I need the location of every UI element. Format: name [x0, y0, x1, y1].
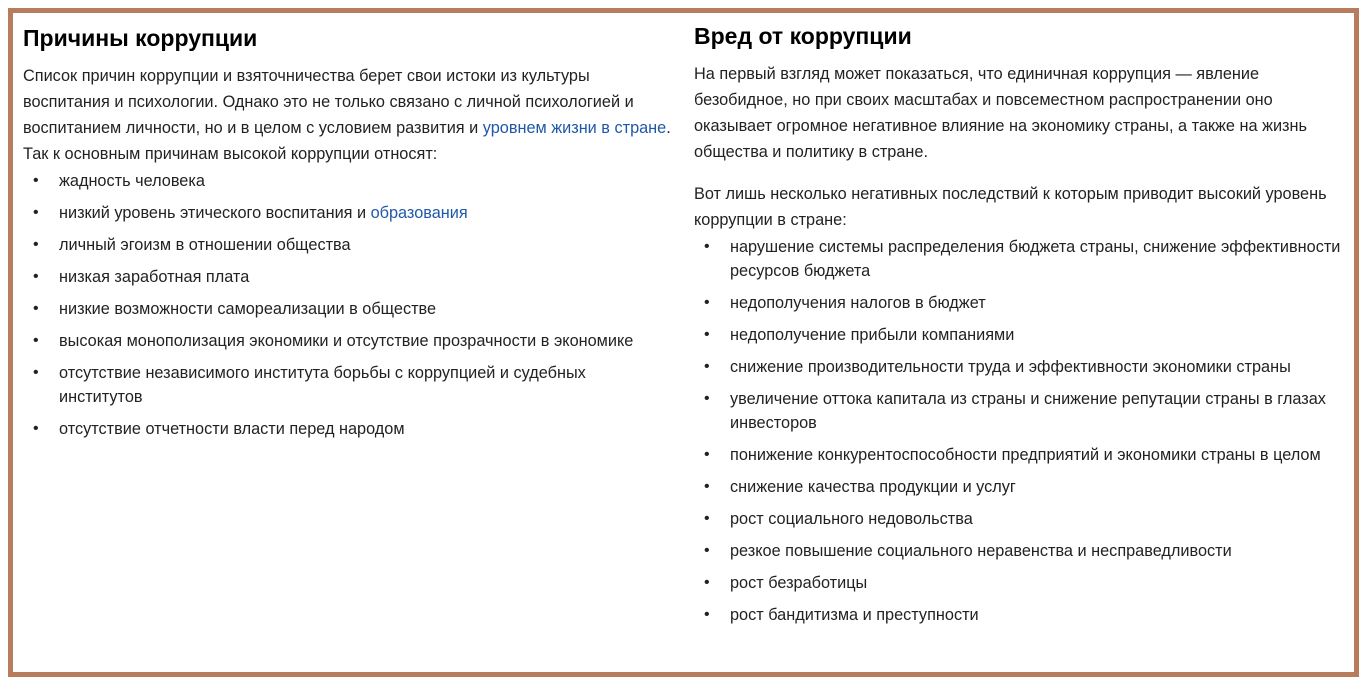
bullet-icon: • [704, 574, 710, 591]
bullet-icon: • [33, 236, 39, 253]
list-item-text: рост социального недовольства [730, 510, 973, 528]
causes-column [23, 13, 673, 449]
list-item [23, 265, 673, 289]
bullet-icon: • [704, 478, 710, 495]
list-item-text: личный эгоизм в отношении общества [59, 236, 351, 254]
bullet-icon: • [33, 300, 39, 317]
harm-intro: На первый взгляд может показаться, что единичная коррупция — явление безобидное, но при своих масштабах и повсеместном распространении оно оказывает огромное негативное влияние на экономику страны, а также на жизнь общества и политику в стране. [694, 65, 1307, 161]
bullet-icon: • [704, 542, 710, 559]
list-item [694, 475, 1344, 499]
bullet-icon: • [33, 364, 39, 381]
list-item-text: отсутствие отчетности власти перед народом [59, 420, 405, 438]
bullet-icon: • [33, 420, 39, 437]
bullet-icon: • [704, 294, 710, 311]
list-item [23, 329, 673, 353]
bullet-icon: • [704, 510, 710, 527]
list-item [694, 323, 1344, 347]
education-link[interactable]: образования [370, 204, 468, 222]
list-item-text: рост безработицы [730, 574, 868, 592]
harm-consequences-intro: Вот лишь несколько негативных последствий к которым приводит высокий уровень коррупции в стране: [694, 185, 1327, 229]
bullet-icon: • [33, 332, 39, 349]
causes-intro [23, 63, 673, 167]
list-item-text: понижение конкурентоспособности предприятий и экономики страны в целом [730, 446, 1321, 464]
list-item [694, 387, 1344, 435]
list-item [23, 201, 673, 225]
bullet-icon: • [704, 326, 710, 343]
list-item [694, 291, 1344, 315]
list-item-text: снижение производительности труда и эффективности экономики страны [730, 358, 1291, 376]
list-item-text: низкие возможности самореализации в обществе [59, 300, 437, 318]
list-item [694, 571, 1344, 595]
bullet-icon: • [33, 172, 39, 189]
list-item-text: высокая монополизация экономики и отсутствие прозрачности в экономике [59, 332, 634, 350]
list-item [694, 603, 1344, 627]
list-item [23, 233, 673, 257]
list-item [694, 539, 1344, 563]
list-item-text: снижение качества продукции и услуг [730, 478, 1016, 496]
causes-intro-tail: . Так к основным причинам высокой коррупции относят: [23, 119, 671, 163]
content-frame [8, 8, 1359, 677]
harm-list [694, 235, 1344, 627]
bullet-icon: • [704, 606, 710, 623]
bullet-icon: • [33, 268, 39, 285]
list-item-text: нарушение системы распределения бюджета страны, снижение эффективности ресурсов бюджета [730, 238, 1341, 280]
list-item [23, 169, 673, 193]
list-item [694, 507, 1344, 531]
causes-heading: Причины коррупции [23, 25, 258, 51]
list-item [694, 443, 1344, 467]
living-standard-link[interactable]: уровнем жизни в стране [482, 119, 667, 137]
list-item-text: отсутствие независимого института борьбы с коррупцией и судебных институтов [59, 364, 586, 406]
causes-list [23, 169, 673, 441]
list-item-text: жадность человека [59, 172, 205, 190]
list-item-text: увеличение оттока капитала из страны и снижение репутации страны в глазах инвесторов [730, 390, 1326, 432]
list-item-text: резкое повышение социального неравенства и несправедливости [730, 542, 1232, 560]
harm-heading: Вред от коррупции [694, 23, 912, 49]
list-item [23, 417, 673, 441]
list-item-text: низкая заработная плата [59, 268, 250, 286]
causes-intro-text: Список причин коррупции и взяточничества берет свои истоки из культуры воспитания и психологии. Однако это не только связано с личной психологией и воспитанием личности, но и в целом с условием развития и [23, 67, 634, 137]
bullet-icon: • [704, 446, 710, 463]
harm-column [694, 13, 1344, 635]
bullet-icon: • [704, 238, 710, 255]
list-item [694, 235, 1344, 283]
list-item [23, 297, 673, 321]
list-item-text: низкий уровень этического воспитания и [59, 204, 371, 222]
list-item-text: недополучения налогов в бюджет [730, 294, 986, 312]
list-item [694, 355, 1344, 379]
list-item-text: недополучение прибыли компаниями [730, 326, 1015, 344]
bullet-icon: • [704, 358, 710, 375]
list-item [23, 361, 673, 409]
bullet-icon: • [704, 390, 710, 407]
list-item-text: рост бандитизма и преступности [730, 606, 979, 624]
bullet-icon: • [33, 204, 39, 221]
